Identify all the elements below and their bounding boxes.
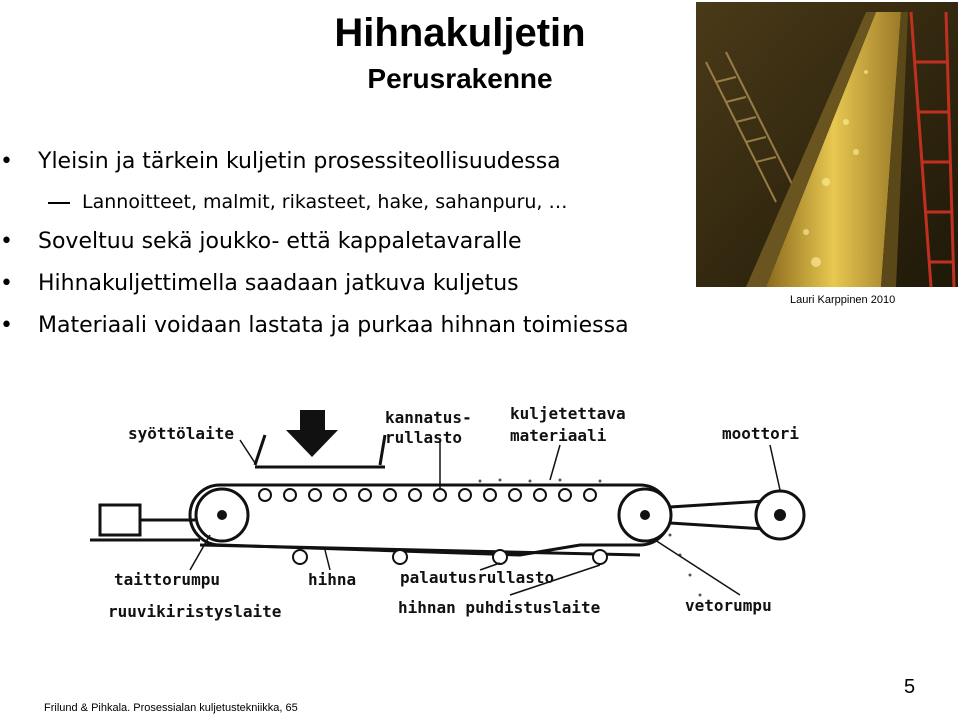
slide-title: Hihnakuljetin (334, 11, 586, 55)
label-materiaali: materiaali (510, 426, 607, 445)
label-taittorumpu: taittorumpu (114, 570, 220, 589)
bullet-text: Yleisin ja tärkein kuljetin prosessiteollisuudessa (38, 149, 561, 174)
label-hihna: hihna (308, 570, 357, 589)
label-vetorumpu: vetorumpu (685, 596, 772, 615)
bullet-text: Soveltuu sekä joukko- että kappaletavaralle (38, 229, 522, 254)
label-rullasto: rullasto (385, 428, 463, 447)
label-moottori: moottori (722, 424, 800, 443)
bullet-text: Materiaali voidaan lastata ja purkaa hihnan toimiessa (38, 313, 629, 338)
label-puhdistuslaite: hihnan puhdistuslaite (398, 598, 601, 617)
page-number: 5 (904, 676, 916, 698)
conveyor-photo (696, 2, 958, 287)
bullet-marker: • (0, 149, 13, 174)
bullet-text: Hihnakuljettimella saadaan jatkuva kuljetus (38, 271, 519, 296)
slide-subtitle: Perusrakenne (367, 63, 553, 94)
label-kuljetettava: kuljetettava (510, 404, 626, 423)
photo-credit: Lauri Karppinen 2010 (790, 294, 896, 306)
bullet-marker: • (0, 313, 13, 338)
label-palautusrullasto: palautusrullasto (400, 568, 555, 587)
bullet-marker: • (0, 271, 13, 296)
label-ruuvikiristyslaite: ruuvikiristyslaite (108, 602, 282, 621)
label-syottolaite: syöttölaite (128, 424, 234, 443)
label-kannatus: kannatus- (385, 408, 472, 427)
dash-marker (48, 202, 70, 204)
conveyor-diagram (80, 395, 840, 635)
bullet-marker: • (0, 229, 13, 254)
sub-bullet-text: Lannoitteet, malmit, rikasteet, hake, sahanpuru, … (82, 191, 568, 213)
footer-source: Frilund & Pihkala. Prosessialan kuljetustekniikka, 65 (44, 702, 298, 714)
